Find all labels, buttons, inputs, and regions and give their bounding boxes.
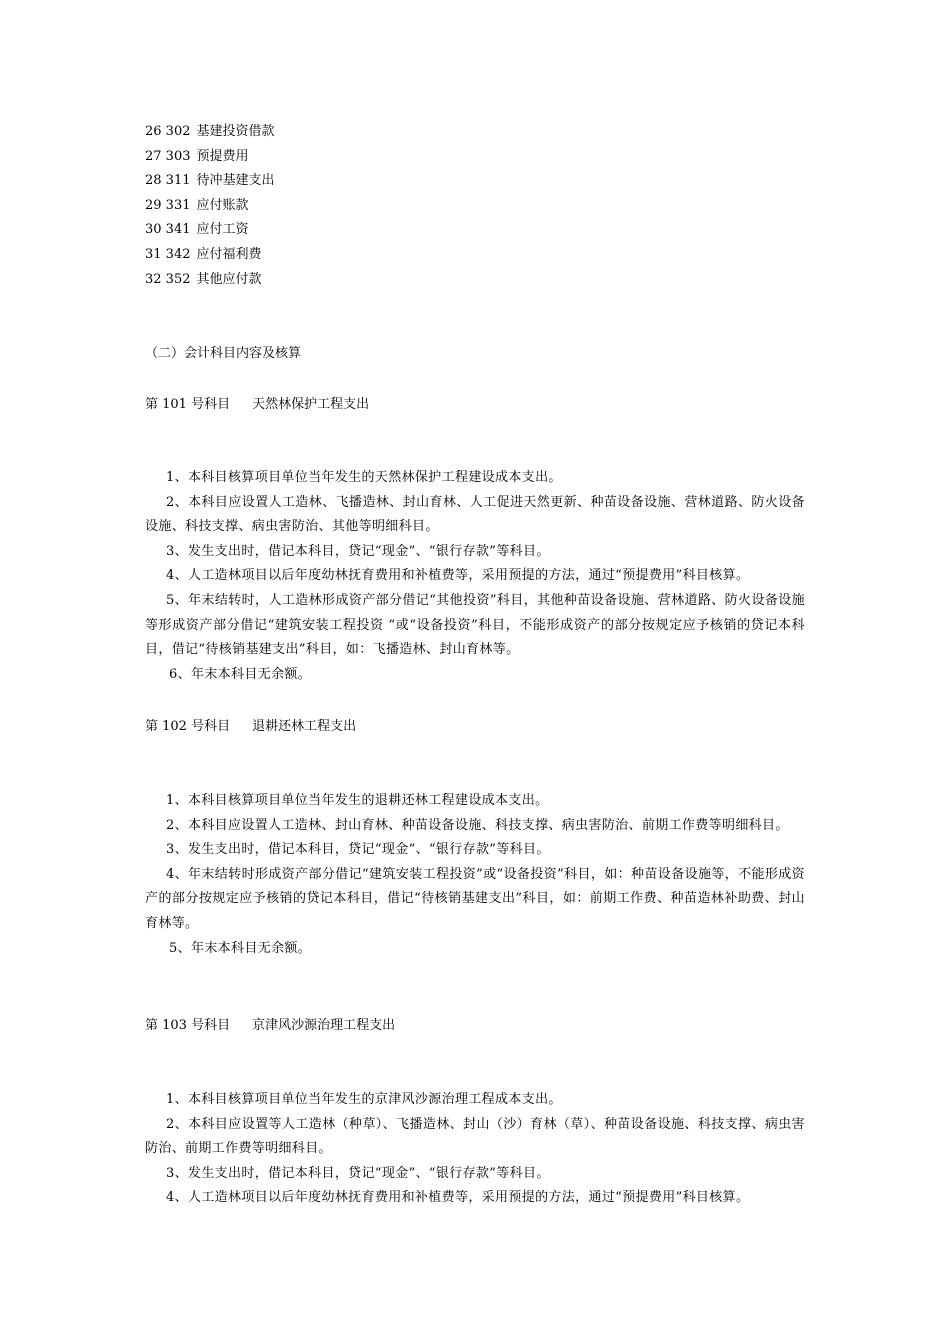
paragraph: 2、本科目应设置等人工造林（种草）、飞播造林、封山（沙）育林（草）、种苗设备设施、科技支撑、病虫害防治、前期工作费等明细科目。 <box>145 1116 805 1157</box>
subject-body <box>145 466 805 687</box>
account-code: 29 331 <box>145 197 191 213</box>
account-name: 其他应付款 <box>196 271 262 287</box>
account-name: 应付福利费 <box>196 246 262 262</box>
account-code-list <box>145 120 805 292</box>
account-name: 基建投资借款 <box>196 124 275 139</box>
subject-body <box>145 789 805 961</box>
account-code: 27 303 <box>145 148 191 164</box>
paragraph: 3、发生支出时，借记本科目，贷记“现金”、“银行存款”等科目。 <box>166 1165 550 1181</box>
account-code: 32 352 <box>145 271 191 287</box>
list-item <box>145 145 805 170</box>
paragraph: 1、本科目核算项目单位当年发生的退耕还林工程建设成本支出。 <box>166 793 549 808</box>
subject-heading <box>145 1016 395 1036</box>
account-name: 应付账款 <box>196 197 249 213</box>
paragraph: 2、本科目应设置人工造林、封山育林、种苗设备设施、科技支撑、病虫害防治、前期工作费等明细科目。 <box>166 817 789 833</box>
paragraph: 1、本科目核算项目单位当年发生的天然林保护工程建设成本支出。 <box>166 470 562 485</box>
account-code: 26 302 <box>145 124 191 139</box>
section-title: （二）会计科目内容及核算 <box>145 346 302 361</box>
account-name: 预提费用 <box>196 148 249 164</box>
account-code: 30 341 <box>145 222 191 238</box>
paragraph: 4、人工造林项目以后年度幼林抚育费用和补植费等，采用预提的方法，通过“预提费用”科目核算。 <box>166 1190 750 1206</box>
paragraph: 1、本科目核算项目单位当年发生的京津风沙源治理工程成本支出。 <box>166 1092 562 1107</box>
subject-name: 天然林保护工程支出 <box>252 397 370 412</box>
list-item <box>145 169 805 194</box>
paragraph: 4、人工造林项目以后年度幼林抚育费用和补植费等，采用预提的方法，通过“预提费用”科目核算。 <box>166 568 750 584</box>
subject-number: 第 102 号科目 <box>145 719 231 734</box>
list-item <box>145 218 805 243</box>
subject-name: 京津风沙源治理工程支出 <box>252 1018 396 1033</box>
subject-heading <box>145 717 356 737</box>
subject-heading <box>145 395 369 415</box>
list-item <box>145 243 805 268</box>
account-code: 28 311 <box>145 173 191 189</box>
subject-name: 退耕还林工程支出 <box>252 719 357 734</box>
paragraph: 4、年末结转时形成资产部分借记“建筑安装工程投资”或“设备投资”科目，如：种苗设备设施等，不能形成资产的部分按规定应予核销的贷记本科目，借记“待核销基建支出”科目，如：前期工作费、种苗造林补助费、封山育林等。 <box>145 866 805 931</box>
paragraph: 3、发生支出时，借记本科目，贷记“现金”、“银行存款”等科目。 <box>166 543 550 559</box>
paragraph: 5、年末结转时，人工造林形成资产部分借记“其他投资”科目，其他种苗设备设施、营林道路、防火设备设施等形成资产部分借记“建筑安装工程投资 ”或“设备投资”科目，不能形成资产的部分按规定应予核销的贷记本科目，借记“待核销基建支出”科目，如：飞播造林、封山育林等。 <box>145 592 805 658</box>
paragraph: 3、发生支出时，借记本科目，贷记“现金”、“银行存款”等科目。 <box>166 842 550 858</box>
paragraph: 2、本科目应设置人工造林、飞播造林、封山育林、人工促进天然更新、种苗设备设施、营林道路、防火设备设施、科技支撑、病虫害防治、其他等明细科目。 <box>145 494 805 535</box>
account-code: 31 342 <box>145 246 191 262</box>
list-item <box>145 120 805 145</box>
account-name: 应付工资 <box>196 222 249 238</box>
list-item <box>145 268 805 293</box>
subject-number: 第 101 号科目 <box>145 397 231 412</box>
paragraph: 6、年末本科目无余额。 <box>169 666 312 682</box>
list-item <box>145 194 805 219</box>
subject-body <box>145 1088 805 1211</box>
subject-number: 第 103 号科目 <box>145 1018 231 1033</box>
paragraph: 5、年末本科目无余额。 <box>169 940 312 956</box>
account-name: 待冲基建支出 <box>196 173 275 189</box>
